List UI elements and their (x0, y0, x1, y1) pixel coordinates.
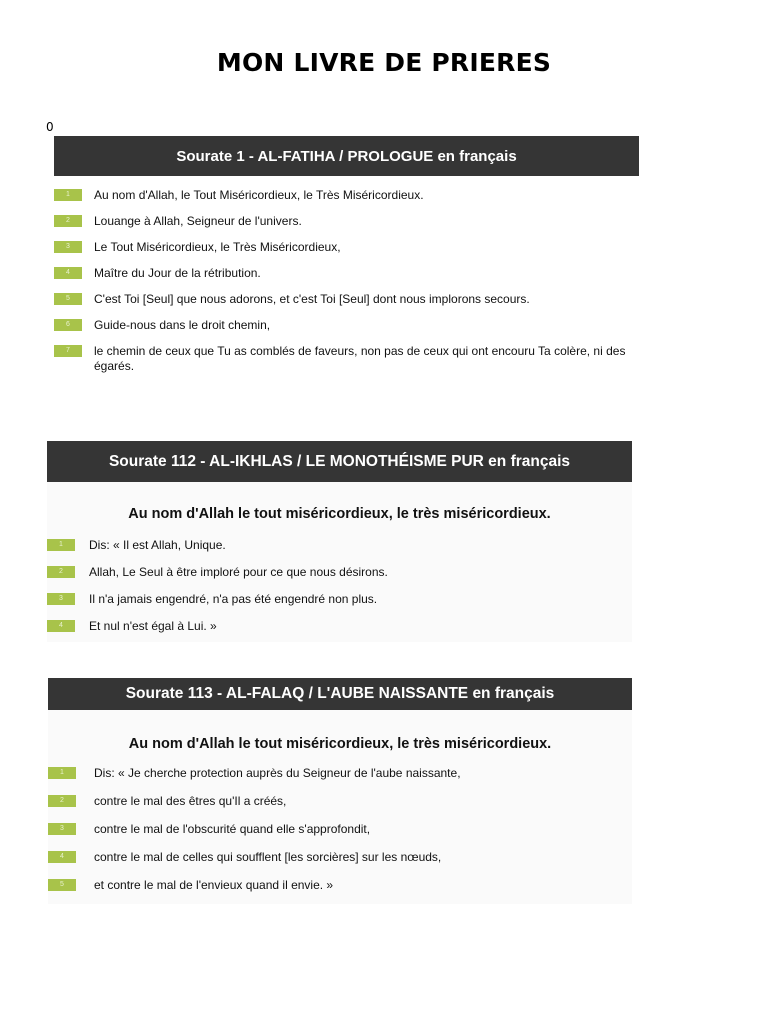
verse-text: contre le mal des êtres qu'Il a créés, (94, 794, 287, 808)
verse-text: Allah, Le Seul à être imploré pour ce que nous désirons. (89, 565, 388, 579)
verse-number-badge: 4 (48, 851, 76, 863)
verse-text: Dis: « Je cherche protection auprès du Seigneur de l'aube naissante, (94, 766, 461, 780)
verse-text: et contre le mal de l'envieux quand il envie. » (94, 878, 334, 892)
verse-text: contre le mal de celles qui soufflent [les sorcières] sur les nœuds, (94, 850, 442, 864)
verse-number-badge: 5 (48, 879, 76, 891)
sura-1-block (54, 136, 639, 376)
sura-113-block (48, 678, 632, 904)
bismillah-line: Au nom d'Allah le tout miséricordieux, le très miséricordieux. (128, 506, 551, 522)
sura-body (54, 176, 639, 376)
verse-text: Dis: « Il est Allah, Unique. (89, 538, 226, 552)
verse-number-badge: 1 (47, 539, 75, 551)
verse-text: Au nom d'Allah, le Tout Miséricordieux, le Très Miséricordieux. (94, 188, 424, 202)
verse-number-badge: 2 (48, 795, 76, 807)
sura-header: Sourate 113 - AL-FALAQ / L'AUBE NAISSANTE en français (48, 678, 632, 710)
verse-number-badge: 4 (47, 620, 75, 632)
verse-text: le chemin de ceux que Tu as comblés de faveurs, non pas de ceux qui ont encouru Ta colère, ni des égarés. (94, 344, 626, 373)
verse-number-badge: 2 (54, 215, 82, 227)
verse-text: C'est Toi [Seul] que nous adorons, et c'est Toi [Seul] dont nous implorons secours. (94, 292, 530, 306)
verse-text: contre le mal de l'obscurité quand elle s'approfondit, (94, 822, 371, 836)
sura-header: Sourate 1 - AL-FATIHA / PROLOGUE en français (54, 136, 639, 176)
verse-text: Louange à Allah, Seigneur de l'univers. (94, 214, 302, 228)
verse-number-badge: 1 (48, 767, 76, 779)
verse-number-badge: 6 (54, 319, 82, 331)
sura-body (47, 482, 632, 642)
sura-body (48, 710, 632, 904)
verse-number-badge: 1 (54, 189, 82, 201)
stray-mark: 0 (46, 120, 54, 134)
verse-text: Maître du Jour de la rétribution. (94, 266, 261, 280)
verse-text: Et nul n'est égal à Lui. » (89, 619, 217, 633)
verse-number-badge: 3 (47, 593, 75, 605)
verse-number-badge: 3 (54, 241, 82, 253)
page-title: MON LIVRE DE PRIERES (216, 48, 552, 77)
verse-number-badge: 3 (48, 823, 76, 835)
verse-number-badge: 7 (54, 345, 82, 357)
verse-text: Guide-nous dans le droit chemin, (94, 318, 271, 332)
verse-text: Le Tout Miséricordieux, le Très Miséricordieux, (94, 240, 341, 254)
verse-number-badge: 4 (54, 267, 82, 279)
bismillah-line: Au nom d'Allah le tout miséricordieux, le très miséricordieux. (128, 736, 552, 752)
sura-112-block (47, 441, 632, 642)
verse-text: Il n'a jamais engendré, n'a pas été engendré non plus. (89, 592, 378, 606)
verse-number-badge: 5 (54, 293, 82, 305)
sura-header: Sourate 112 - AL-IKHLAS / LE MONOTHÉISME PUR en français (47, 441, 632, 482)
verse-number-badge: 2 (47, 566, 75, 578)
